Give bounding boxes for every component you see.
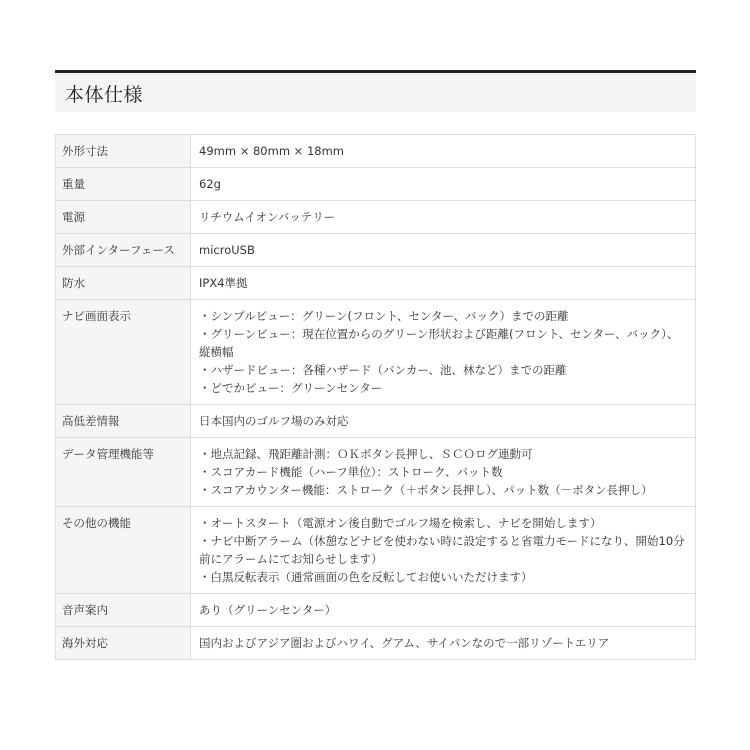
spec-value-line: microUSB [199, 243, 255, 257]
spec-label: その他の機能 [56, 507, 191, 594]
spec-value [191, 168, 696, 201]
table-row [56, 627, 696, 660]
table-row [56, 300, 696, 405]
spec-value-line: 49mm × 80mm × 18mm [199, 144, 345, 158]
spec-section [55, 70, 696, 650]
table-row [56, 405, 696, 438]
spec-value-line: 日本国内のゴルフ場のみ対応 [199, 414, 349, 428]
page-title: 本体仕様 [65, 84, 144, 106]
table-row [56, 594, 696, 627]
table-row [56, 438, 696, 507]
spec-value-line: ・白黒反転表示（通常画面の色を反転してお使いいただけます） [199, 570, 533, 584]
spec-value-line: ・どでかビュー：グリーンセンター [199, 381, 383, 395]
spec-value-line: ・ナビ中断アラーム（休憩などナビを使わない時に設定すると省電力モードになり、開始10分前にアラームにてお知らせします） [199, 534, 685, 566]
table-row [56, 234, 696, 267]
spec-value [191, 438, 696, 507]
spec-value-line: ・オートスタート（電源オン後自動でゴルフ場を検索し、ナビを開始します） [199, 516, 602, 530]
spec-value-line: ・シンプルビュー：グリーン(フロント、センター、バック）までの距離 [199, 309, 569, 323]
spec-label: 音声案内 [56, 594, 191, 627]
spec-table [55, 134, 696, 660]
spec-label: 電源 [56, 201, 191, 234]
spec-value-line: ・グリーンビュー：現在位置からのグリーン形状および距離(フロント、センター、バック）、縦横幅 [199, 327, 679, 359]
table-row [56, 168, 696, 201]
heading-bar [55, 70, 696, 112]
spec-value-line: IPX4準拠 [199, 276, 248, 290]
table-row [56, 135, 696, 168]
spec-value [191, 201, 696, 234]
spec-label: 海外対応 [56, 627, 191, 660]
spec-value-line: ・地点記録、飛距離計測：ＯＫボタン長押し、ＳＣＯログ連動可 [199, 447, 533, 461]
table-row [56, 507, 696, 594]
spec-value [191, 300, 696, 405]
spec-value [191, 627, 696, 660]
spec-label: 重量 [56, 168, 191, 201]
spec-label: データ管理機能等 [56, 438, 191, 507]
spec-value-line: ・スコアカード機能（ハーフ単位）：ストローク、パット数 [199, 465, 503, 479]
table-row [56, 267, 696, 300]
spec-value [191, 267, 696, 300]
spec-value-line: 国内およびアジア圏およびハワイ、グアム、サイパンなので一部リゾートエリア [199, 636, 610, 650]
spec-value [191, 594, 696, 627]
spec-value [191, 507, 696, 594]
spec-label: 外形寸法 [56, 135, 191, 168]
table-row [56, 201, 696, 234]
spec-value-line: ・ハザードビュー：各種ハザード（バンカー、池、林など）までの距離 [199, 363, 567, 377]
spec-value-line: あり（グリーンセンター） [199, 603, 337, 617]
spec-value-line: ・スコアカウンター機能：ストローク（＋ボタン長押し）、パット数（－ボタン長押し） [199, 483, 653, 497]
spec-value [191, 405, 696, 438]
spec-value [191, 135, 696, 168]
spec-label: 防水 [56, 267, 191, 300]
spec-label: 外部インターフェース [56, 234, 191, 267]
spec-label: ナビ画面表示 [56, 300, 191, 405]
spec-value-line: 62g [199, 177, 221, 191]
spec-value [191, 234, 696, 267]
spec-value-line: リチウムイオンバッテリー [199, 210, 336, 224]
spec-label: 高低差情報 [56, 405, 191, 438]
